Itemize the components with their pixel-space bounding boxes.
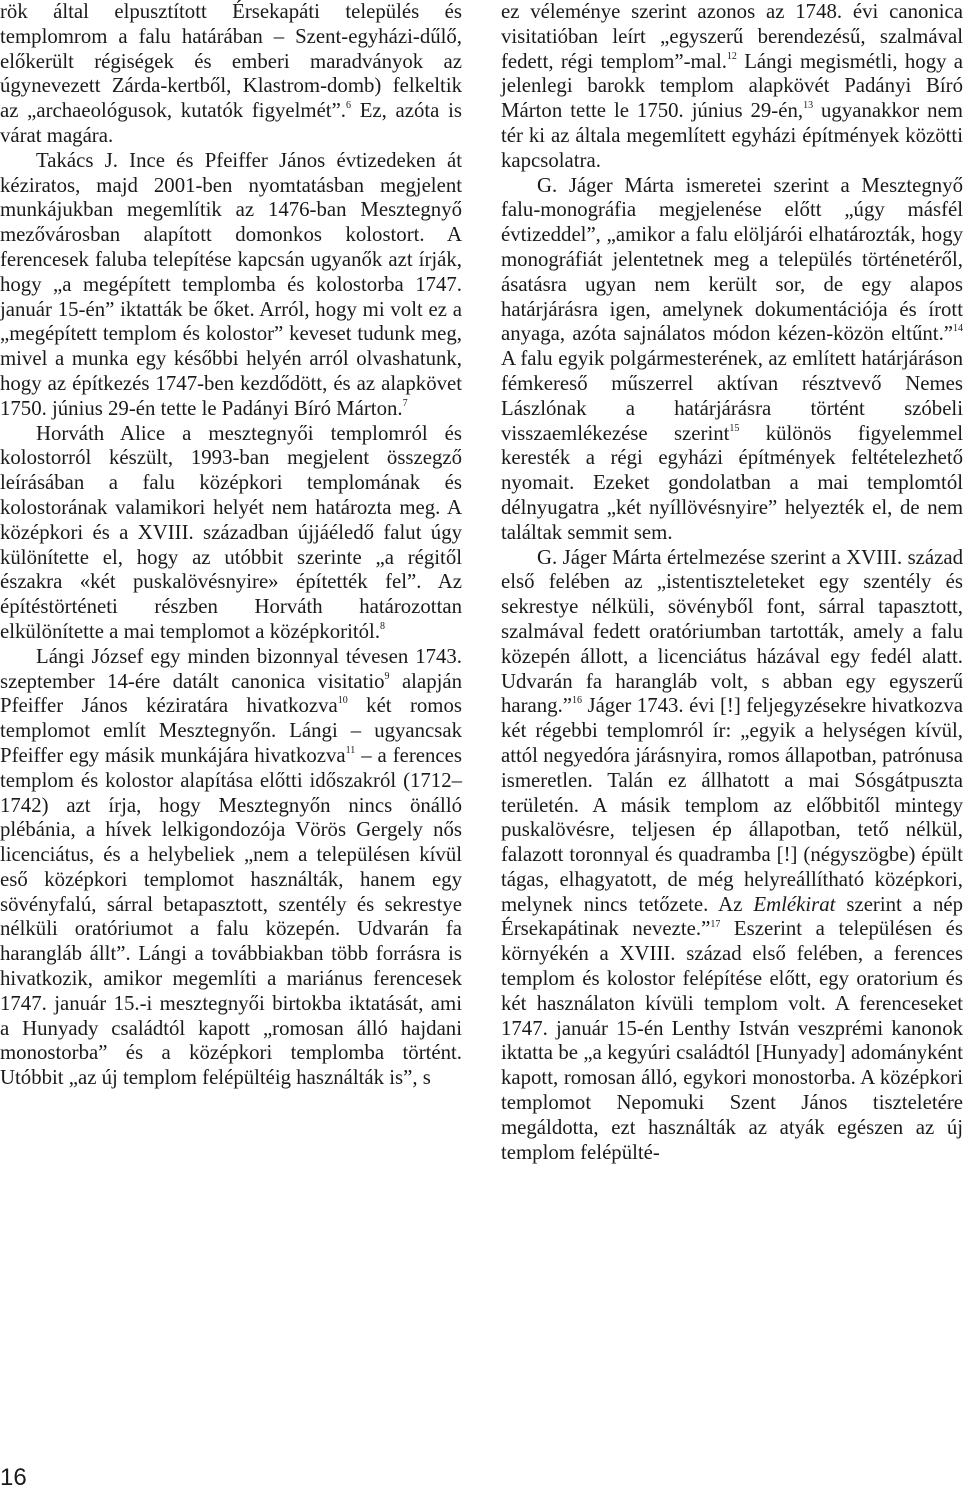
paragraph-text: ugyanakkor nem tér ki az általa megemlített egyházi építmények közötti kapcsolatra. (501, 99, 963, 172)
paragraph-text: – a ferences templom és kolostor alapítása előtti időszakról (1712–1742) azt írja, hogy Mesztegnyőn nincs önálló plébánia, a hívek lelkigondozója Vörös Gergely nős licenciátus, és a helybeliek „nem a településen kívül eső középkori templomot használták, hanem egy sövényfalú, sárral betapasztott, szentély és sekrestye nélküli oratóriumot a falu közepén. Udvarán fa harangláb állt”. Lángi a továbbiakban több forrásra is hivatkozik, amikor megemlíti a mariánus ferencesek 1747. január 15.-i mesztegnyői birtokba iktatását, ami a Hunyady családtól kapott „romosan álló hajdani monostorba” és a középkori templomba történt. Utóbbit „az új templom felépültéig használták is”, s (0, 743, 462, 1090)
footnote-reference: 14 (953, 323, 963, 335)
footnote-reference: 16 (572, 695, 583, 707)
italic-title: Emlékirat (753, 892, 836, 916)
footnote-reference: 13 (803, 100, 814, 112)
paragraph-text: Takács J. Ince és Pfeiffer János évtizedeken át kéziratos, majd 2001-ben nyomtatásban megjelent munkájukban megemlítik az 1476-ban Mesztegnyő mezővárosban alapított domonkos kolostort. A ferencesek faluba telepítése kapcsán ugyanők azt írják, hogy „a megépített templomba és kolostorba 1747. január 15-én” iktatták be őket. Arról, hogy mi volt ez a „megépített templom és kolostor” keveset tudunk meg, mivel a munka egy későbbi helyén arról olvashatunk, hogy az építkezés 1747-ben kezdődött, és az alapkövet 1750. június 29-én tette le Padányi Bíró Márton. (0, 148, 462, 420)
footnote-reference: 15 (729, 422, 740, 434)
page-number: 16 (0, 1464, 27, 1491)
paragraph-text: Eszerint a településen és környékén a XVIII. század első felében, a ferences templom és kolostor felépítése előtt, egy oratorium és két használaton kívüli templom volt. A ferenceseket 1747. január 15-én Lenthy István veszprémi kanonok iktatta be „a kegyúri családtól [Hunyady] adományként kapott, romosan álló, egykori monostorba. A középkori templomot Nepomuki Szent János tiszteletére megáldotta, ezt használták az atyák egészen az új templom felépülté- (501, 917, 963, 1164)
paragraph-text: Horváth Alice a mesztegnyői templomról és kolostorról készült, 1993-ban megjelent összegző leírásában a falu középkori templomának és kolostorának valamikori helyét nem határozta meg. A középkori és a XVIII. században újjáéledő falut úgy különítette el, hogy az utóbbit szerinte „a régitől északra «két puskalövésnyire» építették fel”. Az építéstörténeti részben Horváth határozottan elkülönítette a mai templomot a középkoritól. (0, 421, 462, 643)
paragraph-text: Lángi megismétli, hogy a jelenlegi barokk templom alapkövét Padányi Bíró Márton tette le 1750. június 29-én, (501, 49, 963, 123)
paragraph (501, 174, 963, 546)
paragraph-text: alapján Pfeiffer János kéziratára hivatkozva (0, 669, 463, 718)
paragraph-text: G. Jáger Márta értelmezése szerint a XVIII. század első felében az „istentiszteleteket egy szentély és sekrestye nélküli, sövényből font, sárral tapasztott, szalmával fedett oratóriumban tartották, amely a falu közepén állott, a licenciátus házával egy fedél alatt. Udvarán fa harangláb volt, s abban egy egyszerű harang.” (501, 545, 963, 718)
paragraph-text: Ez, azóta is várat magára. (0, 99, 462, 147)
paragraph-text: G. Jáger Márta ismeretei szerint a Mesztegnyő falu-monográfia megjelenése előtt „úgy másfél évtizeddel”, „amikor a falu elöljárói elhatározták, hogy monográfiát jelentetnek meg a település történetéről, ásatásra ugyan nem került sor, de egy alapos határjárásra igen, amelynek dokumentációja és írott anyaga, azóta sajnálatos módon kézen-közön eltűnt.” (501, 173, 963, 346)
paragraph (0, 0, 462, 149)
footnote-reference: 17 (710, 918, 721, 930)
footnote-reference: 11 (345, 744, 356, 756)
footnote-reference: 6 (346, 100, 352, 112)
left-text-column (0, 0, 462, 1091)
paragraph-text: A falu egyik polgármesterének, az említett határjáráson fémkereső műszerrel aktívan résztvevő Nemes Lászlónak a határjárásra történt szóbeli visszaemlékezése szerint (501, 347, 963, 445)
paragraph-text: rök által elpusztított Érsekapáti település és templomrom a falu határában – Szent-egyházi-dűlő, előkerült régiségek és emberi maradványok az úgynevezett Zárda-kertből, Klastrom-domb) felkeltik az „archaeológusok, kutatók figyelmét”. (0, 0, 462, 123)
paragraph-text: két romos templomot említ Mesztegnyőn. Lángi – ugyancsak Pfeiffer egy másik munkájára hivatkozva (0, 694, 462, 767)
right-text-column (501, 0, 963, 1165)
paragraph-text: Jáger 1743. évi [!] feljegyzésekre hivatkozva két régebbi templomról ír: „egyik a helységen kívül, attól negyedóra járásnyira, romos állapotban, patrónusa ismeretlen. Talán ez állhatott a mai Sósgátpuszta területén. A másik templom az előbbitől mintegy puskalövésre, teljesen ép állapotban, tető nélkül, falazott toronnyal és quadramba [!] (négyszögbe) épült tágas, elhagyatott, de még helyreállítható középkori, melynek nincs tetőzete. Az (501, 694, 963, 916)
footnote-reference: 10 (337, 695, 348, 707)
paragraph (0, 149, 462, 422)
paragraph (501, 0, 963, 174)
paragraph-text: ez véleménye szerint azonos az 1748. évi canonica visitatióban leírt „egyszerű berendezésű, szalmával fedett, régi templom”-mal. (501, 0, 963, 73)
footnote-reference: 9 (384, 670, 390, 682)
footnote-reference: 12 (726, 50, 737, 62)
paragraph-text: Lángi József egy minden bizonnyal tévesen 1743. szeptember 14-ére datált canonica visitatio (0, 644, 462, 693)
footnote-reference: 8 (380, 621, 386, 632)
paragraph (0, 645, 462, 1091)
paragraph-text: különös figyelemmel keresték a régi egyházi építmények feltételezhető nyomait. Ezeket gondolatban a mai templomtól délnyugatra „két nyíllövésnyire” helyezték el, de nem találtak semmit sem. (501, 421, 963, 544)
paragraph-text: szerint a nép Érsekapátinak nevezte.” (501, 892, 963, 941)
paragraph (0, 422, 462, 645)
footnote-reference: 7 (402, 397, 408, 409)
paragraph (501, 546, 963, 1166)
